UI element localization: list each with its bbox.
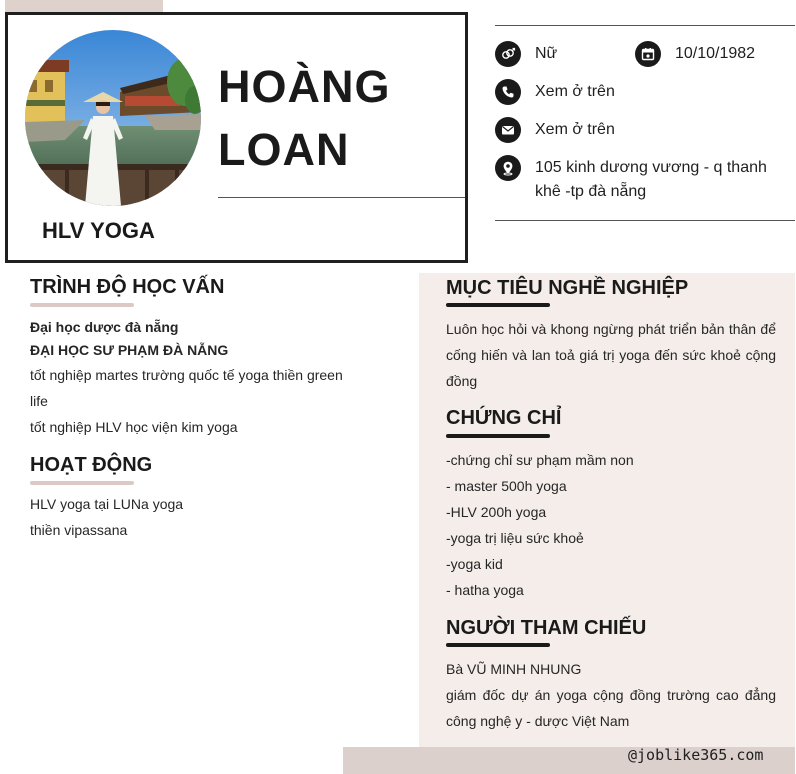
activity-item: HLV yoga tại LUNa yoga [30, 496, 184, 512]
watermark: @joblike365.com [628, 746, 764, 764]
location-icon [495, 155, 521, 181]
name-divider [218, 197, 465, 198]
activities-title: HOẠT ĐỘNG [30, 454, 153, 476]
address-value: 105 kinh dương vương - q thanh khê -tp đà nẵng [535, 159, 767, 200]
calendar-icon [635, 41, 661, 67]
activities-content [30, 491, 360, 543]
education-content [30, 316, 360, 440]
objective-text: Luôn học hỏi và khong ngừng phát triển bản thân để cống hiến và lan toả giá trị yoga đến sức khoẻ cộng đồng [446, 321, 776, 389]
name-line-1: HOÀNG [218, 61, 391, 112]
education-item: Đại học dược đà nẵng [30, 319, 179, 335]
email-value: Xem ở trên [535, 121, 615, 138]
profile-photo [25, 30, 201, 206]
certificates-title: CHỨNG CHỈ [446, 407, 562, 429]
gender-value: Nữ [535, 45, 558, 62]
education-item: tốt nghiệp HLV học viện kim yoga [30, 419, 238, 435]
activity-item: thiền vipassana [30, 522, 128, 538]
certificate-item: - master 500h yoga [446, 478, 567, 494]
gender-icon [495, 41, 521, 67]
references-title-bar [446, 643, 550, 647]
certificate-item: -yoga kid [446, 556, 503, 572]
contact-divider-top [495, 25, 795, 26]
certificate-item: -chứng chỉ sư phạm mầm non [446, 452, 634, 468]
education-title-bar [30, 303, 134, 307]
certificates-list [446, 447, 776, 603]
certificate-item: - hatha yoga [446, 582, 524, 598]
contact-divider-bottom [495, 220, 795, 221]
email-icon [495, 117, 521, 143]
education-title: TRÌNH ĐỘ HỌC VẤN [30, 276, 225, 298]
certificate-item: -HLV 200h yoga [446, 504, 547, 520]
references-title: NGƯỜI THAM CHIẾU [446, 617, 647, 639]
phone-value: Xem ở trên [535, 83, 615, 100]
certificate-item: -yoga trị liệu sức khoẻ [446, 530, 584, 546]
birthday-value: 10/10/1982 [675, 45, 756, 62]
objective-title-bar [446, 303, 550, 307]
candidate-name [218, 55, 391, 181]
education-item: tốt nghiệp martes trường quốc tế yoga thiền green life [30, 367, 343, 409]
objective-title: MỤC TIÊU NGHỀ NGHIỆP [446, 277, 689, 299]
activities-title-bar [30, 481, 134, 485]
education-item: ĐẠI HỌC SƯ PHẠM ĐÀ NẴNG [30, 342, 229, 358]
reference-name: Bà VŨ MINH NHUNG [446, 661, 582, 677]
name-line-2: LOAN [218, 124, 350, 175]
references-content [446, 656, 776, 734]
reference-position: giám đốc dự án yoga cộng đồng trường cao đẳng công nghệ y - dược Việt Nam [446, 687, 776, 729]
phone-icon [495, 79, 521, 105]
job-title: HLV YOGA [42, 218, 155, 243]
certificates-title-bar [446, 434, 550, 438]
